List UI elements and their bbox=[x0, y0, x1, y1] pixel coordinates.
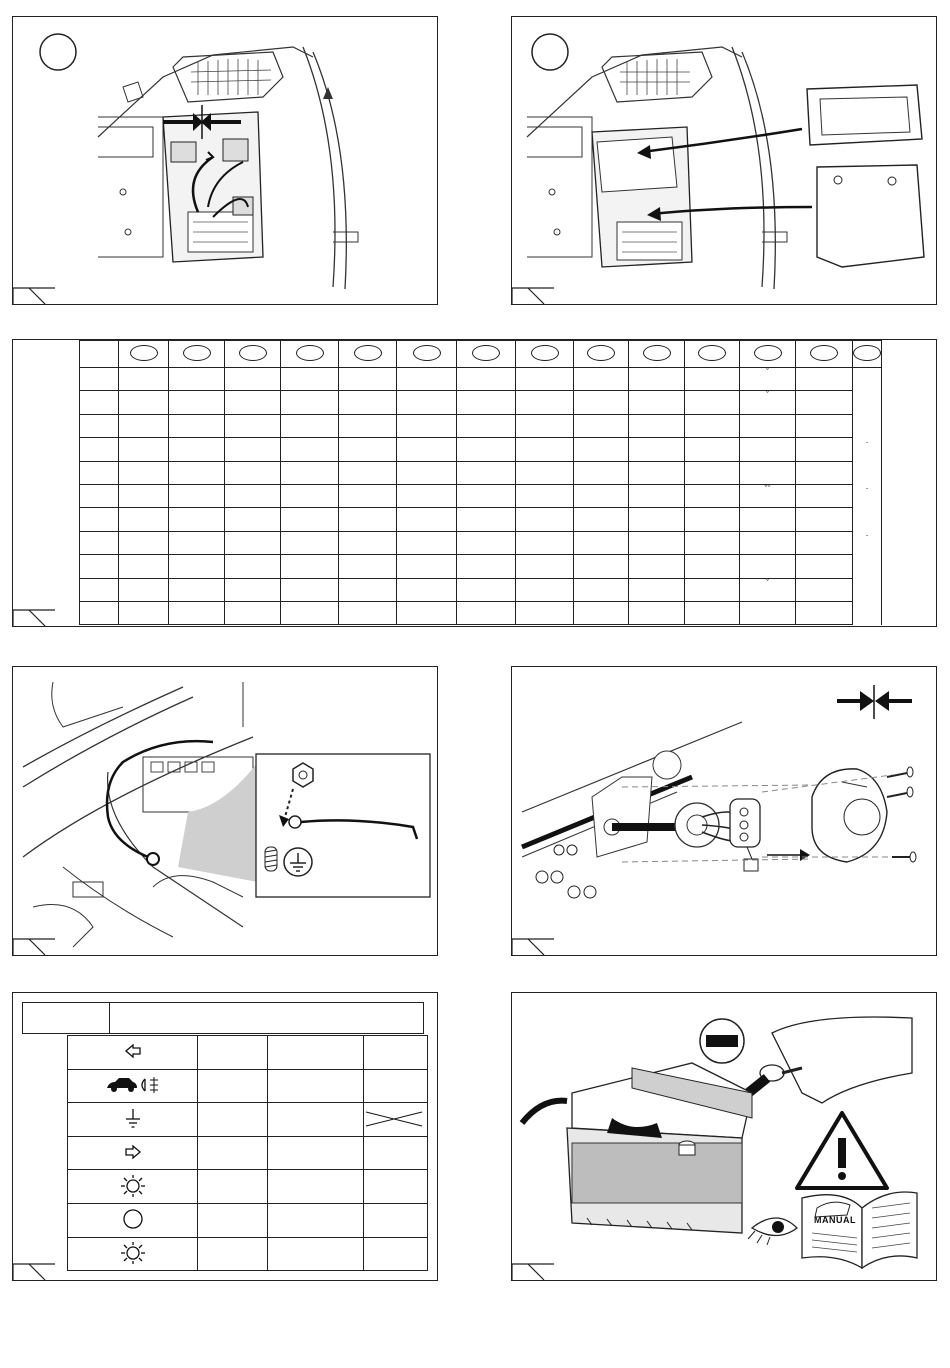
table-cell bbox=[685, 484, 740, 507]
page-corner-fold bbox=[511, 278, 558, 305]
table-cell bbox=[516, 601, 574, 624]
table-cell bbox=[225, 484, 281, 507]
table-cell bbox=[629, 414, 685, 437]
table-cell bbox=[169, 578, 225, 601]
table-cell bbox=[516, 555, 574, 578]
row-header-corner bbox=[80, 341, 119, 368]
table-cell bbox=[629, 461, 685, 484]
table-cell bbox=[740, 484, 796, 507]
table-cell bbox=[397, 484, 457, 507]
table-cell bbox=[80, 531, 119, 554]
table-cell bbox=[225, 555, 281, 578]
warning-triangle-icon bbox=[797, 1113, 887, 1188]
table-cell bbox=[198, 1237, 268, 1271]
pin-assignment-table bbox=[79, 340, 882, 625]
table-cell bbox=[457, 578, 516, 601]
function-icon-cell bbox=[68, 1170, 198, 1204]
step-number-circle bbox=[532, 34, 568, 70]
press-together-icon bbox=[837, 685, 912, 719]
pin-number-circle bbox=[296, 345, 324, 361]
pin-number-circle bbox=[354, 345, 382, 361]
table-cell bbox=[574, 368, 629, 391]
table-cell bbox=[268, 1036, 364, 1070]
table-cell bbox=[169, 438, 225, 461]
table-cell bbox=[169, 414, 225, 437]
table-cell bbox=[853, 508, 882, 531]
table-cell bbox=[339, 438, 397, 461]
table-cell bbox=[685, 578, 740, 601]
manual-book-label: MANUAL bbox=[814, 1215, 856, 1225]
table-row bbox=[68, 1237, 428, 1271]
table-row bbox=[68, 1203, 428, 1237]
table-cell bbox=[853, 531, 882, 554]
table-cell bbox=[457, 368, 516, 391]
table-cell bbox=[80, 508, 119, 531]
table-row bbox=[68, 1069, 428, 1103]
socket-assembly-panel bbox=[511, 666, 937, 956]
table-cell bbox=[516, 368, 574, 391]
table-cell bbox=[339, 555, 397, 578]
table-cell bbox=[397, 438, 457, 461]
table-cell bbox=[740, 578, 796, 601]
car-rear-fog-light-icon bbox=[105, 1076, 161, 1094]
table-row bbox=[80, 368, 882, 391]
table-cell bbox=[119, 508, 169, 531]
table-row bbox=[80, 508, 882, 531]
table-cell bbox=[629, 391, 685, 414]
minus-sign-icon bbox=[700, 1019, 744, 1063]
table-cell bbox=[397, 508, 457, 531]
table-cell bbox=[516, 508, 574, 531]
table-cell bbox=[397, 368, 457, 391]
table-cell bbox=[685, 601, 740, 624]
table-cell bbox=[629, 368, 685, 391]
table-cell bbox=[574, 578, 629, 601]
table-cell bbox=[457, 601, 516, 624]
table-cell bbox=[80, 555, 119, 578]
battery-disconnect-illustration bbox=[512, 993, 937, 1281]
table-cell bbox=[339, 484, 397, 507]
step-panel-2 bbox=[511, 16, 937, 305]
table-cell bbox=[281, 391, 339, 414]
table-cell bbox=[629, 601, 685, 624]
table-cell bbox=[853, 578, 882, 601]
table-cell bbox=[740, 461, 796, 484]
pin-column-header bbox=[119, 341, 169, 368]
table-cell bbox=[796, 461, 853, 484]
table-cell bbox=[853, 391, 882, 414]
table-cell bbox=[853, 484, 882, 507]
pin-number-circle bbox=[643, 345, 671, 361]
pin-number-circle bbox=[239, 345, 267, 361]
table-cell bbox=[574, 531, 629, 554]
table-cell bbox=[457, 531, 516, 554]
table-cell bbox=[685, 391, 740, 414]
pin-number-circle bbox=[587, 345, 615, 361]
table-cell bbox=[629, 578, 685, 601]
table-cell bbox=[339, 508, 397, 531]
pin-number-circle bbox=[413, 345, 441, 361]
table-cell bbox=[281, 368, 339, 391]
table-cell bbox=[457, 391, 516, 414]
pin-table-mark: ˇ bbox=[766, 390, 769, 401]
table-cell bbox=[268, 1136, 364, 1170]
right-turn-arrow-icon bbox=[123, 1144, 143, 1160]
table-cell bbox=[225, 414, 281, 437]
table-cell bbox=[169, 461, 225, 484]
table-cell bbox=[853, 438, 882, 461]
table-cell bbox=[169, 555, 225, 578]
table-cell bbox=[397, 601, 457, 624]
pin-table-mark: · bbox=[865, 436, 869, 447]
table-cell bbox=[281, 578, 339, 601]
table-row bbox=[68, 1036, 428, 1070]
table-cell bbox=[80, 414, 119, 437]
table-cell bbox=[853, 555, 882, 578]
table-cell bbox=[629, 555, 685, 578]
eye-icon bbox=[748, 1218, 797, 1245]
pin-number-circle bbox=[130, 345, 158, 361]
page-corner-fold bbox=[12, 278, 59, 305]
table-cell bbox=[80, 368, 119, 391]
table-row bbox=[80, 438, 882, 461]
table-cell bbox=[364, 1237, 428, 1271]
table-row bbox=[68, 1136, 428, 1170]
table-cell bbox=[796, 555, 853, 578]
engine-bay-ground-illustration bbox=[13, 667, 438, 956]
pin-number-circle bbox=[810, 345, 838, 361]
table-cell bbox=[853, 414, 882, 437]
circle-icon bbox=[122, 1208, 144, 1230]
pin-column-header bbox=[853, 341, 882, 368]
table-cell bbox=[457, 438, 516, 461]
battery-safety-panel bbox=[511, 992, 937, 1281]
table-cell bbox=[457, 484, 516, 507]
table-cell bbox=[339, 461, 397, 484]
ground-symbol-icon bbox=[284, 848, 312, 876]
table-cell bbox=[796, 368, 853, 391]
table-cell bbox=[281, 601, 339, 624]
table-row bbox=[68, 1103, 428, 1137]
function-icon-cell bbox=[68, 1036, 198, 1070]
function-icon-cell bbox=[68, 1069, 198, 1103]
pin-column-header bbox=[629, 341, 685, 368]
table-cell bbox=[80, 484, 119, 507]
table-cell bbox=[80, 391, 119, 414]
table-row bbox=[80, 531, 882, 554]
table-cell bbox=[198, 1203, 268, 1237]
pin-column-header bbox=[397, 341, 457, 368]
table-cell bbox=[339, 531, 397, 554]
function-table-header bbox=[22, 1002, 424, 1034]
page-corner-fold bbox=[511, 929, 558, 956]
table-cell bbox=[457, 414, 516, 437]
table-cell bbox=[574, 414, 629, 437]
pin-number-circle bbox=[183, 345, 211, 361]
table-cell bbox=[685, 414, 740, 437]
table-row bbox=[68, 1170, 428, 1204]
table-cell bbox=[169, 391, 225, 414]
table-cell bbox=[339, 601, 397, 624]
table-cell bbox=[80, 461, 119, 484]
table-cell bbox=[169, 508, 225, 531]
table-cell bbox=[796, 601, 853, 624]
lamp-icon bbox=[119, 1241, 147, 1265]
pin-column-header bbox=[796, 341, 853, 368]
table-cell bbox=[281, 555, 339, 578]
pin-column-header bbox=[457, 341, 516, 368]
table-cell bbox=[397, 578, 457, 601]
table-cell bbox=[397, 531, 457, 554]
table-cell bbox=[796, 484, 853, 507]
table-cell bbox=[796, 578, 853, 601]
table-cell bbox=[364, 1069, 428, 1103]
table-cell bbox=[281, 438, 339, 461]
table-cell bbox=[339, 414, 397, 437]
table-cell bbox=[119, 601, 169, 624]
page-corner-fold bbox=[511, 1254, 558, 1281]
pin-column-header bbox=[740, 341, 796, 368]
table-cell bbox=[281, 414, 339, 437]
table-cell bbox=[685, 555, 740, 578]
page-corner-fold bbox=[12, 1254, 59, 1281]
table-cell bbox=[119, 578, 169, 601]
table-cell bbox=[268, 1103, 364, 1137]
table-cell bbox=[364, 1036, 428, 1070]
table-cell bbox=[574, 484, 629, 507]
table-cell bbox=[397, 414, 457, 437]
table-cell bbox=[740, 601, 796, 624]
fuse-cover-removal-illustration bbox=[512, 17, 937, 305]
table-cell bbox=[853, 368, 882, 391]
table-cell bbox=[853, 461, 882, 484]
table-cell bbox=[198, 1069, 268, 1103]
table-cell bbox=[740, 531, 796, 554]
pin-table-mark: ˚ˇ bbox=[764, 483, 771, 494]
table-cell bbox=[339, 391, 397, 414]
crossed-out-cell-icon bbox=[364, 1104, 424, 1134]
table-row bbox=[80, 391, 882, 414]
dashboard-fuse-box-illustration bbox=[13, 17, 438, 305]
table-cell bbox=[268, 1170, 364, 1204]
table-cell bbox=[685, 531, 740, 554]
table-cell bbox=[740, 391, 796, 414]
function-icon-cell bbox=[68, 1237, 198, 1271]
pin-table-mark: ˇ bbox=[766, 577, 769, 588]
step-panel-1 bbox=[12, 16, 438, 305]
table-row bbox=[80, 414, 882, 437]
function-icon-cell bbox=[68, 1136, 198, 1170]
table-cell bbox=[516, 484, 574, 507]
table-cell bbox=[169, 368, 225, 391]
table-cell bbox=[119, 555, 169, 578]
table-cell bbox=[281, 484, 339, 507]
table-cell bbox=[740, 508, 796, 531]
pin-number-circle bbox=[531, 345, 559, 361]
table-cell bbox=[119, 414, 169, 437]
table-cell bbox=[574, 508, 629, 531]
table-cell bbox=[281, 461, 339, 484]
table-cell bbox=[225, 368, 281, 391]
nut-washer-icons bbox=[536, 845, 596, 898]
table-cell bbox=[364, 1203, 428, 1237]
table-cell bbox=[225, 438, 281, 461]
table-cell bbox=[685, 438, 740, 461]
table-cell bbox=[516, 531, 574, 554]
table-cell bbox=[516, 461, 574, 484]
function-table bbox=[67, 1035, 428, 1271]
table-cell bbox=[574, 438, 629, 461]
table-cell bbox=[740, 555, 796, 578]
table-cell bbox=[119, 391, 169, 414]
table-cell bbox=[457, 461, 516, 484]
table-cell bbox=[268, 1203, 364, 1237]
table-cell bbox=[225, 391, 281, 414]
pin-column-header bbox=[685, 341, 740, 368]
table-cell bbox=[169, 601, 225, 624]
table-cell bbox=[364, 1170, 428, 1204]
table-cell bbox=[685, 461, 740, 484]
table-cell bbox=[796, 391, 853, 414]
table-cell bbox=[796, 438, 853, 461]
table-cell bbox=[169, 484, 225, 507]
table-cell bbox=[225, 578, 281, 601]
table-cell bbox=[740, 438, 796, 461]
function-table-panel bbox=[12, 992, 438, 1281]
pin-table-mark: ˇ bbox=[766, 367, 769, 377]
ground-symbol-icon bbox=[124, 1108, 142, 1128]
towbar-socket-exploded-illustration bbox=[512, 667, 937, 956]
table-cell bbox=[796, 508, 853, 531]
step-number-circle bbox=[40, 34, 76, 70]
table-cell bbox=[225, 508, 281, 531]
table-row bbox=[80, 484, 882, 507]
table-cell bbox=[629, 484, 685, 507]
table-cell bbox=[225, 531, 281, 554]
table-cell bbox=[169, 531, 225, 554]
table-cell bbox=[119, 531, 169, 554]
table-cell bbox=[516, 578, 574, 601]
table-cell bbox=[740, 368, 796, 391]
table-cell bbox=[80, 438, 119, 461]
table-cell bbox=[457, 508, 516, 531]
table-cell bbox=[397, 391, 457, 414]
table-cell bbox=[80, 601, 119, 624]
table-cell bbox=[853, 601, 882, 624]
pin-table-mark: · bbox=[865, 483, 869, 494]
pin-column-header bbox=[574, 341, 629, 368]
nut-icon bbox=[293, 763, 313, 787]
pin-column-header bbox=[516, 341, 574, 368]
pin-number-circle bbox=[698, 345, 726, 361]
pin-column-header bbox=[225, 341, 281, 368]
table-cell bbox=[198, 1170, 268, 1204]
pin-number-circle bbox=[754, 345, 782, 361]
left-turn-arrow-icon bbox=[123, 1043, 143, 1059]
table-cell bbox=[281, 531, 339, 554]
table-cell bbox=[516, 414, 574, 437]
table-cell bbox=[574, 555, 629, 578]
table-cell bbox=[339, 578, 397, 601]
function-icon-cell bbox=[68, 1103, 198, 1137]
table-cell bbox=[198, 1036, 268, 1070]
table-cell bbox=[796, 531, 853, 554]
manual-book-icon bbox=[802, 1192, 917, 1268]
pin-column-header bbox=[169, 341, 225, 368]
table-cell bbox=[364, 1103, 428, 1137]
table-cell bbox=[119, 368, 169, 391]
table-cell bbox=[685, 368, 740, 391]
table-row bbox=[80, 555, 882, 578]
pin-table-mark: · bbox=[865, 530, 869, 541]
table-row bbox=[80, 461, 882, 484]
table-cell bbox=[225, 601, 281, 624]
table-cell bbox=[574, 601, 629, 624]
table-cell bbox=[516, 438, 574, 461]
lamp-icon bbox=[119, 1174, 147, 1198]
table-cell bbox=[225, 461, 281, 484]
table-cell bbox=[119, 438, 169, 461]
pin-column-header bbox=[339, 341, 397, 368]
table-cell bbox=[397, 461, 457, 484]
table-cell bbox=[364, 1136, 428, 1170]
page-corner-fold bbox=[12, 929, 59, 956]
table-cell bbox=[198, 1103, 268, 1137]
table-row bbox=[80, 601, 882, 624]
table-cell bbox=[339, 368, 397, 391]
pin-number-circle bbox=[853, 345, 881, 361]
screw-icon bbox=[887, 767, 916, 862]
ground-connection-panel bbox=[12, 666, 438, 956]
table-cell bbox=[80, 578, 119, 601]
table-cell bbox=[629, 438, 685, 461]
threaded-stud-icon bbox=[265, 847, 277, 871]
table-cell bbox=[281, 508, 339, 531]
table-cell bbox=[119, 484, 169, 507]
pin-number-circle bbox=[472, 345, 500, 361]
table-cell bbox=[629, 531, 685, 554]
table-cell bbox=[574, 391, 629, 414]
pin-column-header bbox=[281, 341, 339, 368]
table-cell bbox=[268, 1069, 364, 1103]
table-cell bbox=[397, 555, 457, 578]
table-cell bbox=[796, 414, 853, 437]
table-cell bbox=[198, 1136, 268, 1170]
table-cell bbox=[685, 508, 740, 531]
table-cell bbox=[516, 391, 574, 414]
table-cell bbox=[457, 555, 516, 578]
table-cell bbox=[629, 508, 685, 531]
table-cell bbox=[268, 1237, 364, 1271]
page-corner-fold bbox=[12, 600, 59, 627]
pin-assignment-panel bbox=[12, 339, 937, 627]
table-cell bbox=[119, 461, 169, 484]
table-cell bbox=[740, 414, 796, 437]
table-row bbox=[80, 578, 882, 601]
function-icon-cell bbox=[68, 1203, 198, 1237]
table-cell bbox=[574, 461, 629, 484]
